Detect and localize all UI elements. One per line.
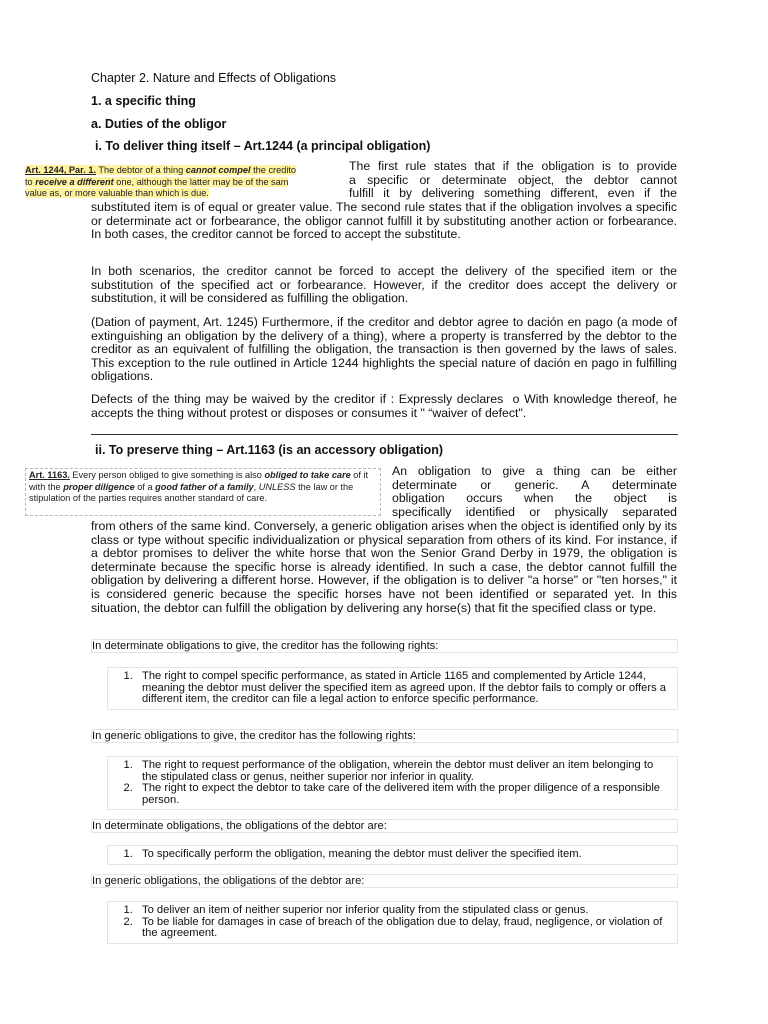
section-intro: In generic obligations, the obligations of the debtor are:: [91, 874, 678, 888]
quote2-text: of a: [134, 481, 156, 492]
article-1244-quote: [25, 165, 337, 201]
section-intro: In determinate obligations to give, the creditor has the following rights:: [91, 639, 678, 653]
heading-duties-obligor: a. Duties of the obligor: [91, 117, 227, 131]
chapter-title: Chapter 2. Nature and Effects of Obligations: [91, 71, 337, 85]
quote1-line1a: The debtor of a thing: [96, 165, 186, 175]
p5-line: An obligation to give a thing can be either: [392, 464, 677, 478]
quote1-line3: value as, or more valuable than which is due.: [25, 188, 209, 198]
list-item: 2. To be liable for damages in case of breach of the obligation due to delay, fraud, negligence, or violation of the agreement.: [136, 917, 671, 940]
p1-line: The first rule states that if the obligation is to provide: [349, 159, 677, 173]
quote2-emph: obliged to take care: [264, 470, 351, 480]
debtor-obligations-list: [107, 845, 678, 865]
quote2-text: Every person obliged to give something is also: [69, 470, 265, 480]
quote2-emph: UNLESS: [258, 481, 296, 492]
rights-list: [107, 667, 678, 710]
p1-line: a specific or determinate object, the debtor cannot: [349, 172, 677, 187]
quote2-text: the law or the stipulation of the parties requires another standard of care.: [29, 481, 354, 503]
quote2-text: ,: [253, 481, 259, 492]
paragraph-1-wrapped: [349, 160, 677, 201]
quote1-line1b: cannot compel: [185, 165, 251, 175]
paragraph-4: Defects of the thing may be waived by the creditor if : Expressly declares o With knowledge thereof, he accepts the thing without protest or disposes or consumes it " “waiver of defect".: [91, 392, 677, 420]
list-item: 1. The right to compel specific performance, as stated in Article 1165 and complemented by Article 1244, meaning the debtor must deliver the specified item as agreed upon. If the debtor fails to comply or offers a different item, the creditor can file a legal action to enforce specific performance.: [136, 671, 671, 706]
quote2-emph: good father of a family: [155, 481, 254, 492]
quote1-line2c: one, although the latter may be of the sam: [113, 176, 289, 187]
quote2-emph: proper diligence: [63, 481, 135, 492]
heading-deliver-thing: i. To deliver thing itself – Art.1244 (a principal obligation): [95, 139, 431, 153]
paragraph-5-wrapped: [392, 465, 677, 519]
p5-line: specifically identified or physically separated: [392, 504, 677, 519]
section-intro: In determinate obligations, the obligations of the debtor are:: [91, 819, 678, 833]
list-item: 1. To specifically perform the obligation, meaning the debtor must deliver the specified item.: [136, 849, 671, 861]
quote1-line1c: the credito: [250, 165, 297, 175]
list-item: 1. To deliver an item of neither superior nor inferior quality from the stipulated class or genus.: [136, 905, 671, 917]
paragraph-1-rest: substituted item is of equal or greater value. The second rule states that if the obligation involves a specific or determinate act or forbearance, the obligor cannot fulfill it by substituting another action or forbearance. In both cases, the creditor cannot be forced to accept the substitute.: [91, 200, 677, 242]
list-item: 2. The right to expect the debtor to take care of the delivered item with the proper diligence of a responsible person.: [136, 783, 671, 806]
p5-line: obligation occurs when the object is: [392, 491, 677, 506]
paragraph-5-rest: from others of the same kind. Conversely, a generic obligation arises when the object is identified only by its class or type without specific individualization or physical separation from others of its kind. For instance, if a debtor promises to deliver the white horse that won the Senior Grand Derby in 1979, the obligation is determinate because the specific horse is already identified. In such a case, the debtor cannot fulfill the obligation by delivering a different horse. However, if the obligation is to deliver "a horse" or "ten horses," it is considered generic because the specific horses have not been identified or separated yet. In this situation, the debtor can fulfill the obligation by delivering any horse(s) that fit the specified class or type.: [91, 519, 677, 615]
paragraph-3: (Dation of payment, Art. 1245) Furthermore, if the creditor and debtor agree to dación en pago (a mode of extinguishing an obligation by the delivery of a thing), where a property is transferred by the debtor to the creditor as an equivalent of fulfilling the obligation, the transaction is then governed by the laws of sales. This exception to the rule outlined in Article 1244 highlights the special nature of dación en pago in fulfilling obligations.: [91, 315, 677, 384]
p5-line: determinate or generic. A determinate: [392, 477, 677, 492]
debtor-obligations-list: [107, 901, 678, 944]
divider: [91, 434, 678, 435]
list-item: 1. The right to request performance of the obligation, wherein the debtor must deliver an item belonging to the stipulated class or genus, neither superior nor inferior in quality.: [136, 760, 671, 783]
heading-preserve-thing: ii. To preserve thing – Art.1163 (is an accessory obligation): [95, 443, 444, 457]
heading-specific-thing: 1. a specific thing: [91, 94, 196, 108]
section-intro: In generic obligations to give, the creditor has the following rights:: [91, 729, 678, 743]
quote2-ref: Art. 1163.: [29, 470, 70, 480]
p1-line: fulfill it by delivering something different, even if the: [349, 186, 677, 201]
quote1-line2a: to: [25, 176, 36, 187]
paragraph-2: In both scenarios, the creditor cannot be forced to accept the delivery of the specified item or the substitution of the specified act or forbearance. However, if the creditor does accept the delivery or substitution, it will be considered as fulfilling the obligation.: [91, 264, 677, 306]
quote1-ref: Art. 1244, Par. 1.: [25, 165, 96, 175]
quote1-line2b: receive a different: [35, 176, 114, 187]
quote2-text: of it with the: [29, 470, 369, 492]
article-1163-quote: [25, 468, 381, 516]
rights-list: [107, 756, 678, 810]
